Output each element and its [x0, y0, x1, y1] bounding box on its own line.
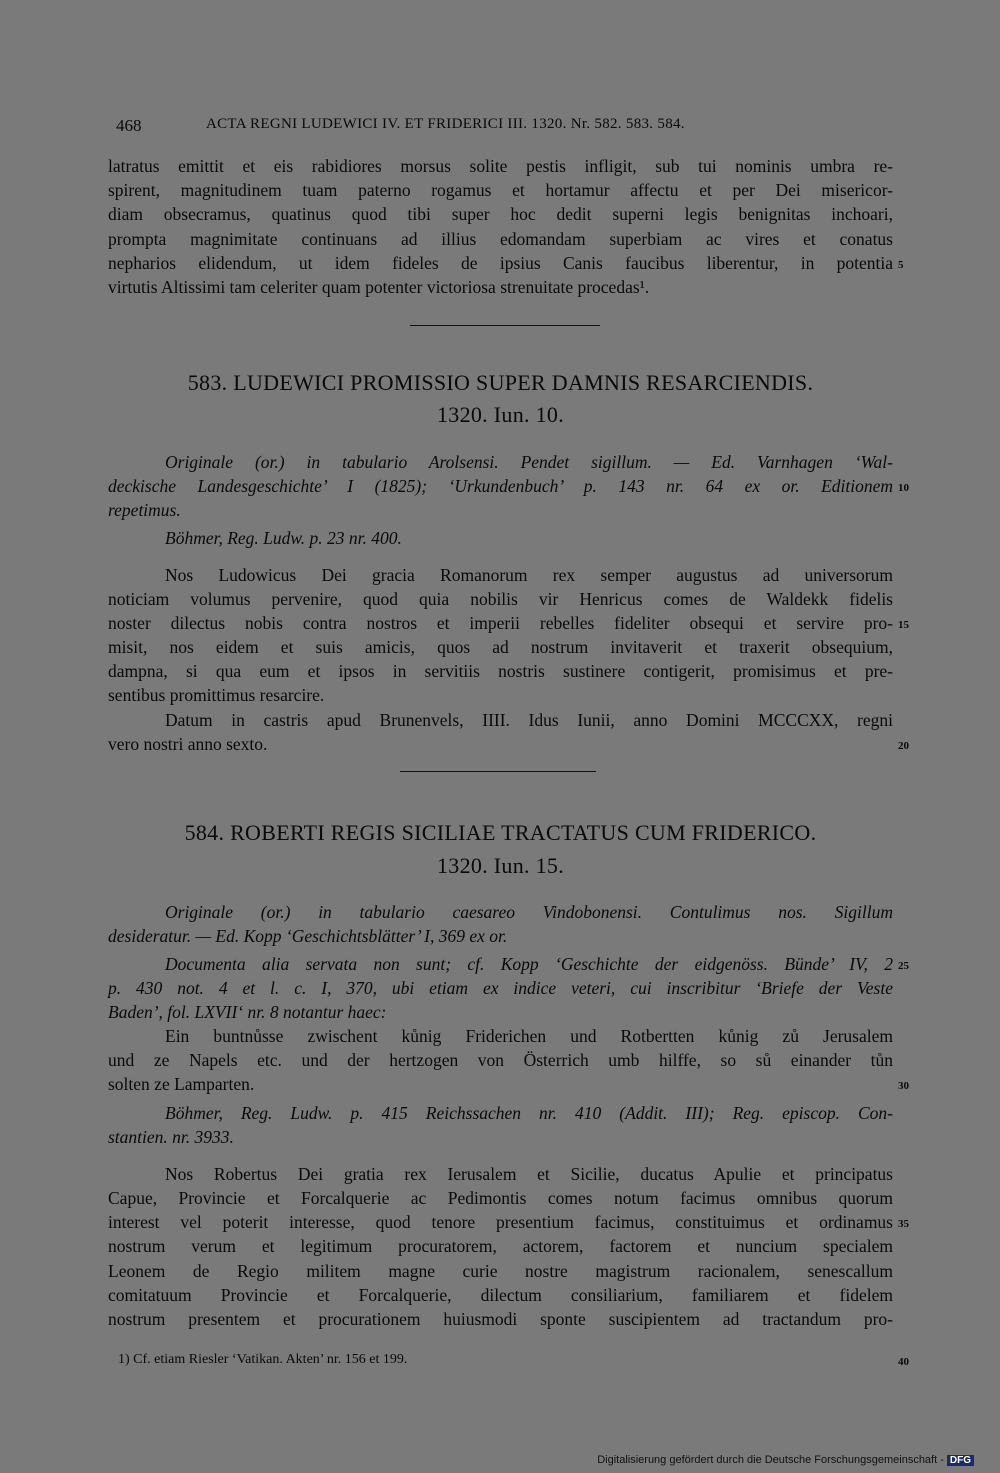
- regest-reference: Böhmer, Reg. Ludw. p. 23 nr. 400.: [165, 528, 402, 548]
- text-line: nostrum presentem et procurationem huiusmodi sponte suscipientem ad tractandum pro-: [108, 1309, 893, 1329]
- section-divider: [400, 771, 596, 772]
- source-note: Documenta alia servata non sunt; cf. Kopp ‘Geschichte der eidgenöss. Bünde’ IV, 2: [165, 954, 893, 974]
- footnote: 1) Cf. etiam Riesler ‘Vatikan. Akten’ nr. 156 et 199.: [118, 1352, 408, 1367]
- german-regest: solten ze Lamparten.: [108, 1074, 255, 1094]
- line-number: 25: [898, 960, 909, 972]
- regest-reference: stantien. nr. 3933.: [108, 1127, 234, 1147]
- text-line: dampna, si qua eum et ipsos in servitiis nostris sustinere contigerit, promisimus et pre-: [108, 661, 893, 681]
- text-line: misit, nos eidem et suis amicis, quos ad nostrum invitaverit et traxerit obsequium,: [108, 637, 893, 657]
- digitization-credit: [597, 1454, 974, 1466]
- document-title: 584. ROBERTI REGIS SICILIAE TRACTATUS CUM FRIDERICO.: [184, 820, 817, 845]
- section-divider: [410, 325, 600, 326]
- running-title: ACTA REGNI LUDEWICI IV. ET FRIDERICI III. 1320. Nr. 582. 583. 584.: [206, 116, 685, 132]
- line-number: 30: [898, 1080, 909, 1092]
- text-line: Capue, Provincie et Forcalquerie ac Pedimontis comes notum facimus omnibus quorum: [108, 1188, 893, 1208]
- document-date: 1320. Iun. 15.: [436, 853, 565, 878]
- source-note: Originale (or.) in tabulario Arolsensi. Pendet sigillum. — Ed. Varnhagen ‘Wal-: [165, 452, 893, 472]
- source-note: repetimus.: [108, 500, 181, 520]
- text-line: noster dilectus nobis contra nostros et imperii rebelles fideliter obsequi et servire pro-: [108, 613, 893, 633]
- page-number: 468: [116, 116, 142, 135]
- text-line: noticiam volumus pervenire, quod quia nobilis vir Henricus comes de Waldekk fidelis: [108, 589, 893, 609]
- regest-reference: Böhmer, Reg. Ludw. p. 415 Reichssachen nr. 410 (Addit. III); Reg. episcop. Con-: [165, 1103, 893, 1123]
- text-line: Leonem de Regio militem magne curie nostre magistrum racionalem, senescallum: [108, 1261, 893, 1281]
- text-line: vero nostri anno sexto.: [108, 734, 268, 754]
- document-date: 1320. Iun. 10.: [436, 402, 565, 427]
- text-line: prompta magnimitate continuans ad illius edomandam superbiam ac vires et conatus: [108, 229, 893, 249]
- line-number: 20: [898, 740, 909, 752]
- dfg-logo: DFG: [947, 1455, 974, 1466]
- text-line: sentibus promittimus resarcire.: [108, 685, 325, 705]
- source-note: deckische Landesgeschichte’ I (1825); ‘Urkundenbuch’ p. 143 nr. 64 ex or. Editionem: [108, 476, 893, 496]
- text-line: interest vel poterit interesse, quod tenore presentium facimus, constituimus et ordinamus: [108, 1212, 893, 1232]
- text-line: Nos Ludowicus Dei gracia Romanorum rex semper augustus ad universorum: [165, 565, 893, 585]
- line-number: 5: [898, 259, 904, 271]
- text-line: Nos Robertus Dei gratia rex Ierusalem et Sicilie, ducatus Apulie et principatus: [165, 1164, 893, 1184]
- text-line: spirent, magnitudinem tuam paterno rogamus et hortamur affectu et per Dei misericor-: [108, 180, 893, 200]
- text-line: Datum in castris apud Brunenvels, IIII. Idus Iunii, anno Domini MCCCXX, regni: [165, 710, 893, 730]
- german-regest: und ze Napels etc. und der hertzogen von Österrich umb hilffe, so sů einander tůn: [108, 1050, 893, 1070]
- line-number: 40: [898, 1356, 909, 1368]
- text-line: diam obsecramus, quatinus quod tibi super hoc dedit superni legis benignitas inchoari,: [108, 204, 893, 224]
- source-note: Originale (or.) in tabulario caesareo Vindobonensi. Contulimus nos. Sigillum: [165, 902, 893, 922]
- text-line: nepharios elidendum, ut idem fideles de ipsius Canis faucibus liberentur, in potentia: [108, 253, 893, 273]
- credit-text: Digitalisierung gefördert durch die Deutsche Forschungsgemeinschaft -: [597, 1454, 944, 1466]
- line-number: 35: [898, 1218, 909, 1230]
- line-number: 15: [898, 619, 909, 631]
- source-note: Baden’, fol. LXVII‘ nr. 8 notantur haec:: [108, 1002, 387, 1022]
- line-number: 10: [898, 482, 909, 494]
- text-line: latratus emittit et eis rabidiores morsus solite pestis infligit, sub tui nominis umbra re-: [108, 156, 893, 176]
- german-regest: Ein buntnůsse zwischent kůnig Friderichen und Rotbertten kůnig zů Jerusalem: [165, 1026, 893, 1046]
- text-line: virtutis Altissimi tam celeriter quam potenter victoriosa strenuitate procedas¹.: [108, 277, 650, 297]
- text-line: nostrum verum et legitimum procuratorem, actorem, factorem et nuncium specialem: [108, 1236, 893, 1256]
- document-title: 583. LUDEWICI PROMISSIO SUPER DAMNIS RESARCIENDIS.: [187, 370, 814, 395]
- source-note: p. 430 not. 4 et l. c. I, 370, ubi etiam ex indice veteri, cui inscribitur ‘Briefe der Veste: [108, 978, 893, 998]
- text-line: comitatuum Provincie et Forcalquerie, dilectum consiliarium, familiarem et fidelem: [108, 1285, 893, 1305]
- source-note: desideratur. — Ed. Kopp ‘Geschichtsblätter’ I, 369 ex or.: [108, 926, 508, 946]
